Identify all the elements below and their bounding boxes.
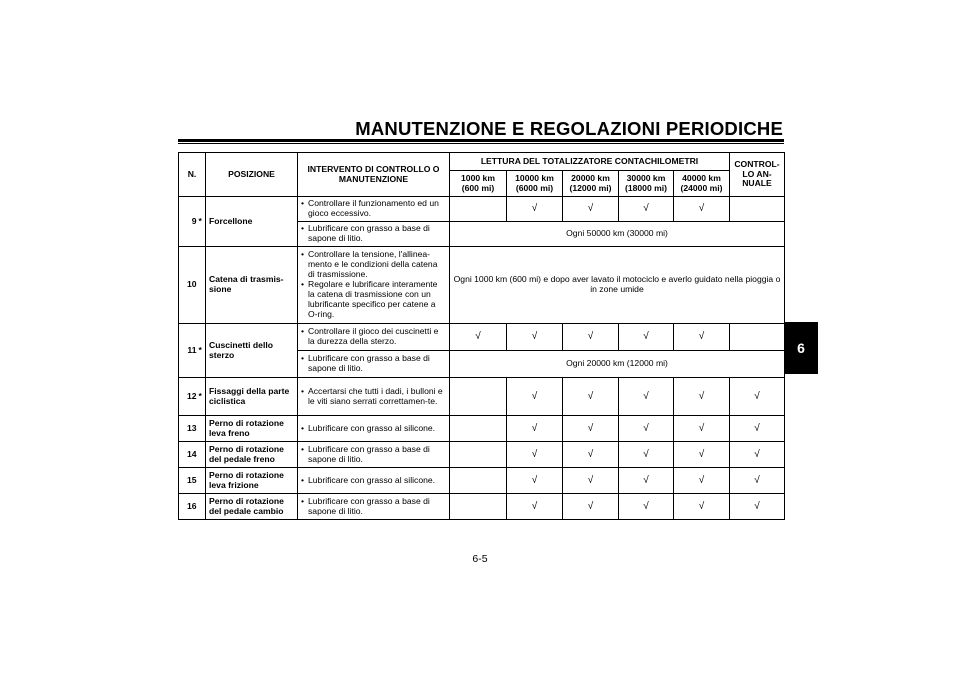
row-number: 11 [179,324,198,378]
check-mark: √ [563,378,619,416]
row-star: * [198,324,206,378]
maintenance-table [178,152,785,520]
header-odometer: LETTURA DEL TOTALIZZATORE CONTACHILOMETRI [450,153,730,171]
table-row [179,468,785,494]
header-intervention: INTERVENTO DI CONTROLLO O MANUTENZIONE [298,153,450,197]
table-row [179,197,785,222]
row-position: Perno di rotazione leva frizione [206,468,298,494]
page-title: MANUTENZIONE E REGOLAZIONI PERIODICHE [355,118,783,139]
chapter-tab: 6 [784,322,818,374]
table-row [179,324,785,351]
check-mark: √ [674,468,730,494]
check-mark: √ [674,197,730,222]
check-mark: √ [619,468,674,494]
check-mark: √ [619,416,674,442]
table-row [179,416,785,442]
row-position: Catena di trasmis-sione [206,247,298,324]
row-intervention: • Lubrificare con grasso a base di sapone di litio. [298,222,450,247]
check-mark: √ [730,468,785,494]
row-position: Perno di rotazione del pedale freno [206,442,298,468]
row-star [198,494,206,520]
check-mark: √ [674,442,730,468]
row-number: 12 [179,378,198,416]
row-intervention: • Lubrificare con grasso a base di sapone di litio. [298,442,450,468]
row-star [198,442,206,468]
header-annual-line1: CONTROL- [734,158,780,169]
table-row [179,247,785,324]
header-n: N. [179,153,206,197]
row-position: Fissaggi della parte ciclistica [206,378,298,416]
check-mark: √ [507,324,563,351]
row-number: 15 [179,468,198,494]
row-position: Cuscinetti dello sterzo [206,324,298,378]
title-rule [178,139,784,142]
check-mark: √ [507,494,563,520]
row-star: * [198,378,206,416]
check-mark: √ [563,494,619,520]
header-annual-line2: LO AN- [742,168,772,179]
row-intervention: • Lubrificare con grasso al silicone. [298,468,450,494]
check-mark: √ [674,416,730,442]
check-mark: √ [563,442,619,468]
header-odo-2: 10000 km (6000 mi) [507,171,563,197]
row-number: 9 [179,197,198,247]
interval-note: Ogni 20000 km (12000 mi) [450,351,785,378]
table-row [179,442,785,468]
header-odo-4: 30000 km (18000 mi) [619,171,674,197]
row-intervention: • Lubrificare con grasso al silicone. [298,416,450,442]
interval-note: Ogni 50000 km (30000 mi) [450,222,785,247]
check-mark: √ [619,324,674,351]
table-row [179,494,785,520]
header-odo-5: 40000 km (24000 mi) [674,171,730,197]
row-intervention: • Controllare la tensione, l'allinea-mento e le condizioni della catena di trasmissione. • Regolare e lubrificare interamente la catena di trasmissione con un lubrificante specifico per catene a O-ring. [298,247,450,324]
check-mark: √ [563,197,619,222]
row-intervention: • Accertarsi che tutti i dadi, i bulloni e le viti siano serrati correttamen-te. [298,378,450,416]
header-position: POSIZIONE [206,153,298,197]
check-mark: √ [619,197,674,222]
interval-note: Ogni 1000 km (600 mi) e dopo aver lavato il motociclo e averlo guidato nella pioggia o in zone umide [450,247,785,324]
row-intervention: • Lubrificare con grasso a base di sapone di litio. [298,351,450,378]
row-position: Perno di rotazione del pedale cambio [206,494,298,520]
row-intervention: • Controllare il gioco dei cuscinetti e la durezza della sterzo. [298,324,450,351]
check-mark: √ [507,378,563,416]
check-mark: √ [507,442,563,468]
check-mark: √ [730,378,785,416]
row-star [198,416,206,442]
check-mark: √ [674,494,730,520]
check-mark: √ [674,324,730,351]
row-intervention: • Controllare il funzionamento ed un gioco eccessivo. [298,197,450,222]
check-mark: √ [730,416,785,442]
check-mark: √ [619,442,674,468]
check-mark: √ [563,468,619,494]
row-position: Perno di rotazione leva freno [206,416,298,442]
check-mark: √ [563,324,619,351]
check-mark: √ [730,494,785,520]
row-number: 13 [179,416,198,442]
table-row [179,378,785,416]
header-odo-1: 1000 km (600 mi) [450,171,507,197]
row-number: 16 [179,494,198,520]
page-number: 6-5 [472,553,488,565]
row-star: * [198,197,206,247]
row-intervention: • Lubrificare con grasso a base di sapone di litio. [298,494,450,520]
check-mark: √ [507,416,563,442]
check-mark: √ [619,494,674,520]
check-mark: √ [563,416,619,442]
check-mark: √ [507,468,563,494]
check-mark: √ [619,378,674,416]
check-mark: √ [507,197,563,222]
check-mark: √ [674,378,730,416]
header-annual [730,153,785,197]
title-rule-thin [178,143,784,144]
row-star [198,247,206,324]
check-mark: √ [450,324,507,351]
row-position: Forcellone [206,197,298,247]
row-number: 10 [179,247,198,324]
header-odo-3: 20000 km (12000 mi) [563,171,619,197]
header-annual-line3: NUALE [742,178,772,189]
row-number: 14 [179,442,198,468]
row-star [198,468,206,494]
check-mark: √ [730,442,785,468]
